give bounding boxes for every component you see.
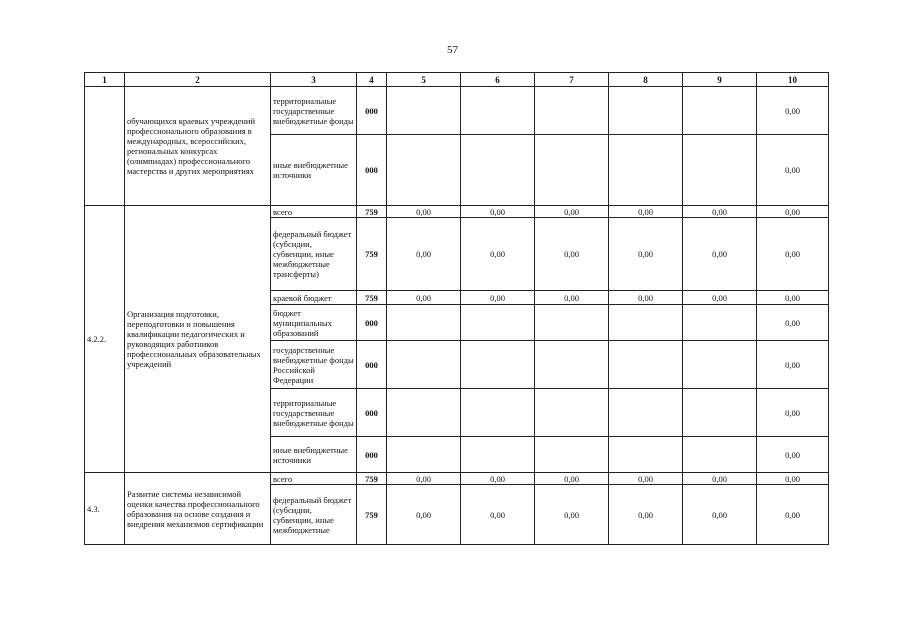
funding-source: всего bbox=[271, 206, 357, 218]
value-cell: 0,00 bbox=[609, 485, 683, 545]
funding-source: иные внебюджетные источники bbox=[271, 437, 357, 473]
code-cell: 000 bbox=[357, 437, 387, 473]
value-cell: 0,00 bbox=[609, 206, 683, 218]
code-cell: 759 bbox=[357, 218, 387, 291]
value-cell bbox=[535, 305, 609, 341]
value-cell: 0,00 bbox=[461, 485, 535, 545]
value-cell bbox=[461, 341, 535, 389]
code-cell: 000 bbox=[357, 341, 387, 389]
value-cell: 0,00 bbox=[757, 218, 829, 291]
value-cell bbox=[683, 305, 757, 341]
value-cell bbox=[609, 389, 683, 437]
index-cell bbox=[85, 87, 125, 206]
header-cell: 4 bbox=[357, 73, 387, 87]
funding-source: государственные внебюджетные фонды Российской Федерации bbox=[271, 341, 357, 389]
value-cell: 0,00 bbox=[535, 473, 609, 485]
value-cell bbox=[461, 389, 535, 437]
code-cell: 000 bbox=[357, 389, 387, 437]
value-cell: 0,00 bbox=[757, 485, 829, 545]
funding-source: бюджет муниципальных образований bbox=[271, 305, 357, 341]
value-cell bbox=[535, 135, 609, 206]
funding-source: иные внебюджетные источники bbox=[271, 135, 357, 206]
value-cell: 0,00 bbox=[461, 218, 535, 291]
activity-name: Развитие системы независимой оценки качества профессионального образования на основе создания и внедрения механизмов сертификации bbox=[125, 473, 271, 545]
value-cell bbox=[683, 341, 757, 389]
value-cell: 0,00 bbox=[757, 389, 829, 437]
index-cell: 4.3. bbox=[85, 473, 125, 545]
value-cell: 0,00 bbox=[757, 135, 829, 206]
header-cell: 1 bbox=[85, 73, 125, 87]
value-cell: 0,00 bbox=[757, 291, 829, 305]
value-cell: 0,00 bbox=[387, 485, 461, 545]
value-cell: 0,00 bbox=[683, 218, 757, 291]
value-cell bbox=[609, 87, 683, 135]
table-row bbox=[85, 473, 829, 485]
value-cell: 0,00 bbox=[683, 291, 757, 305]
value-cell: 0,00 bbox=[387, 218, 461, 291]
code-cell: 000 bbox=[357, 87, 387, 135]
header-cell: 5 bbox=[387, 73, 461, 87]
code-cell: 000 bbox=[357, 305, 387, 341]
value-cell bbox=[683, 87, 757, 135]
value-cell bbox=[461, 305, 535, 341]
code-cell: 759 bbox=[357, 206, 387, 218]
header-cell: 2 bbox=[125, 73, 271, 87]
value-cell bbox=[683, 389, 757, 437]
value-cell: 0,00 bbox=[461, 206, 535, 218]
value-cell bbox=[609, 135, 683, 206]
header-cell: 8 bbox=[609, 73, 683, 87]
value-cell bbox=[609, 437, 683, 473]
value-cell: 0,00 bbox=[535, 206, 609, 218]
value-cell: 0,00 bbox=[757, 341, 829, 389]
value-cell bbox=[387, 341, 461, 389]
value-cell bbox=[387, 437, 461, 473]
value-cell: 0,00 bbox=[757, 206, 829, 218]
index-cell: 4.2.2. bbox=[85, 206, 125, 473]
funding-source: федеральный бюджет (субсидии, субвенции, иные межбюджетные трансферты) bbox=[271, 218, 357, 291]
value-cell bbox=[683, 135, 757, 206]
budget-table bbox=[84, 72, 829, 545]
value-cell bbox=[609, 305, 683, 341]
table-row bbox=[85, 206, 829, 218]
value-cell: 0,00 bbox=[461, 291, 535, 305]
code-cell: 759 bbox=[357, 485, 387, 545]
value-cell bbox=[387, 305, 461, 341]
value-cell bbox=[535, 341, 609, 389]
code-cell: 759 bbox=[357, 473, 387, 485]
value-cell bbox=[535, 389, 609, 437]
code-cell: 759 bbox=[357, 291, 387, 305]
value-cell: 0,00 bbox=[387, 291, 461, 305]
value-cell bbox=[387, 87, 461, 135]
value-cell bbox=[461, 437, 535, 473]
value-cell: 0,00 bbox=[387, 206, 461, 218]
value-cell: 0,00 bbox=[535, 218, 609, 291]
value-cell: 0,00 bbox=[609, 473, 683, 485]
page-number: 57 bbox=[447, 44, 458, 56]
header-row bbox=[85, 73, 829, 87]
value-cell: 0,00 bbox=[609, 218, 683, 291]
value-cell bbox=[387, 389, 461, 437]
value-cell bbox=[683, 437, 757, 473]
value-cell bbox=[461, 87, 535, 135]
activity-name: обучающихся краевых учреждений профессионального образования в международных, всероссийских, региональных конкурсах (олимпиадах) профессионального мастерства и других мероприятиях bbox=[125, 87, 271, 206]
value-cell bbox=[609, 341, 683, 389]
header-cell: 7 bbox=[535, 73, 609, 87]
table-row bbox=[85, 87, 829, 135]
header-cell: 9 bbox=[683, 73, 757, 87]
funding-source: всего bbox=[271, 473, 357, 485]
funding-source: территориальные государственные внебюджетные фонды bbox=[271, 389, 357, 437]
value-cell: 0,00 bbox=[757, 437, 829, 473]
value-cell: 0,00 bbox=[757, 473, 829, 485]
value-cell: 0,00 bbox=[683, 206, 757, 218]
header-cell: 10 bbox=[757, 73, 829, 87]
funding-source: территориальные государственные внебюджетные фонды bbox=[271, 87, 357, 135]
activity-name: Организация подготовки, переподготовки и повышения квалификации педагогических и руководящих работников профессиональных образовательных учреждений bbox=[125, 206, 271, 473]
value-cell: 0,00 bbox=[683, 473, 757, 485]
value-cell: 0,00 bbox=[683, 485, 757, 545]
value-cell: 0,00 bbox=[757, 305, 829, 341]
funding-source: краевой бюджет bbox=[271, 291, 357, 305]
value-cell: 0,00 bbox=[387, 473, 461, 485]
code-cell: 000 bbox=[357, 135, 387, 206]
header-cell: 3 bbox=[271, 73, 357, 87]
value-cell: 0,00 bbox=[609, 291, 683, 305]
value-cell bbox=[535, 437, 609, 473]
funding-source: федеральный бюджет (субсидии, субвенции, иные межбюджетные bbox=[271, 485, 357, 545]
value-cell bbox=[461, 135, 535, 206]
header-cell: 6 bbox=[461, 73, 535, 87]
value-cell bbox=[387, 135, 461, 206]
value-cell: 0,00 bbox=[461, 473, 535, 485]
value-cell: 0,00 bbox=[535, 291, 609, 305]
value-cell bbox=[535, 87, 609, 135]
value-cell: 0,00 bbox=[757, 87, 829, 135]
value-cell: 0,00 bbox=[535, 485, 609, 545]
